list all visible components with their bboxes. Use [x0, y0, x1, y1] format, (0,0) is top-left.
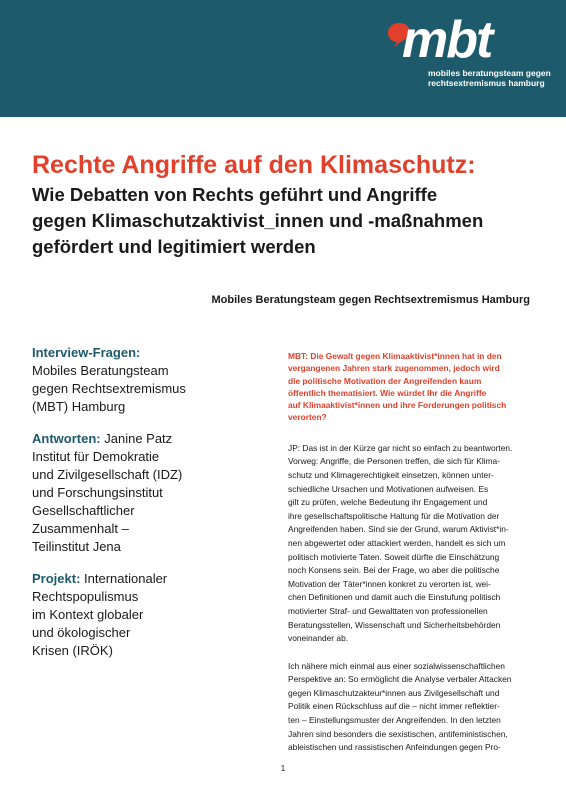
sidebar-line: Krisen (IRÖK) — [32, 643, 113, 658]
answer-line: chen Definitionen und damit auch die Einstufung politisch — [288, 592, 501, 603]
document-title: Rechte Angriffe auf den Klimaschutz: — [32, 151, 476, 179]
answer-line: ihre gesellschaftspolitische Haltung für die Motivation der — [288, 510, 500, 521]
mbt-logo — [388, 11, 551, 98]
answer-line: Vorweg: Angriffe, die Personen treffen, die sich für Klima- — [288, 456, 500, 467]
answer-line: Motivation der Täter*innen konkret zu verorten ist, wei- — [288, 578, 491, 589]
answer-line: noch Konsens sein. Bei der Frage, wo aber die politische — [288, 565, 500, 576]
sidebar-line: Mobiles Beratungsteam — [32, 363, 169, 378]
sidebar-line: und ökologischer — [32, 625, 131, 640]
answers-name: Janine Patz — [104, 431, 173, 446]
project-block — [32, 570, 232, 660]
answers-label: Antworten: — [32, 431, 101, 446]
subtitle-line: Wie Debatten von Rechts geführt und Angriffe — [32, 184, 438, 205]
answer-line: motivierter Straf- und Gewalttaten von professionellen — [288, 605, 488, 616]
sidebar-line: gegen Rechtsextremismus — [32, 381, 186, 396]
sidebar-line: (MBT) Hamburg — [32, 399, 126, 414]
sidebar-line: Institut für Demokratie — [32, 449, 160, 464]
answer-line: JP: Das ist in der Kürze gar nicht so einfach zu beantworten. — [288, 442, 513, 453]
author-line: Mobiles Beratungsteam gegen Rechtsextremismus Hamburg — [211, 294, 530, 306]
answer-line: gilt zu prüfen, welche Bedeutung ihr Engagement und — [288, 497, 488, 508]
sidebar-line: Zusammenhalt – — [32, 521, 129, 536]
question-line: MBT: Die Gewalt gegen Klimaaktivist*innen hat in den — [288, 351, 502, 361]
sidebar-line: im Kontext globaler — [32, 607, 144, 622]
question-line: auf Klimaaktivist*innen und ihre Forderungen politisch — [288, 400, 507, 411]
interview-column — [288, 350, 534, 769]
project-label: Projekt: — [32, 571, 81, 586]
answer-line: Politik einen Rückschluss auf die – nicht immer reflektier- — [288, 701, 500, 712]
answer-line: ten – Einstellungsmuster der Angreifenden. In den letzten — [288, 715, 501, 726]
answer-paragraph-2 — [288, 660, 534, 755]
interview-questions-block — [32, 344, 232, 416]
sidebar-line: Gesellschaftlicher — [32, 503, 135, 518]
answer-line: Ich nähere mich einmal aus einer sozialwissenschaftlichen — [288, 660, 505, 671]
logo-tagline-line: mobiles beratungsteam gegen — [428, 68, 551, 78]
answers-block — [32, 430, 232, 556]
document-subtitle — [32, 182, 542, 260]
interview-questions-label: Interview-Fragen: — [32, 345, 141, 360]
project-first-line — [32, 570, 232, 588]
interview-question — [288, 350, 534, 424]
subtitle-line: gegen Klimaschutzaktivist_innen und -maßnahmen — [32, 210, 484, 231]
answer-line: Perspektive an: So ermöglicht die Analyse verbaler Attacken — [288, 674, 512, 685]
sidebar-line: Teilinstitut Jena — [32, 539, 121, 554]
answer-line: politisch motivierte Taten. Soweit dürfte die Einschätzung — [288, 551, 500, 562]
sidebar-info — [32, 344, 232, 674]
sidebar-line: und Forschungsinstitut — [32, 485, 163, 500]
answer-line: schiedliche Ursachen und Motivationen aufweisen. Es — [288, 483, 489, 494]
project-name-start: Internationaler — [84, 571, 168, 586]
answers-first-line — [32, 430, 232, 448]
answer-line: schutz und Klimagerechtigkeit einsetzen, können unter- — [288, 469, 494, 480]
question-line: verorten? — [288, 412, 327, 423]
logo-wordmark: mbt — [402, 11, 492, 69]
logo-tagline-line: rechtsextremismus hamburg — [428, 78, 545, 88]
answer-paragraph-1 — [288, 442, 534, 646]
answer-line: voneinander ab. — [288, 633, 349, 644]
answer-line: Jahren sind besonders die sexistischen, antifeministischen, — [288, 728, 508, 739]
subtitle-line: gefördert und legitimiert werden — [32, 236, 316, 257]
answer-line: gegen Klimaschutzakteur*innen aus Zivilgesellschaft und — [288, 687, 500, 698]
question-line: die politische Motivation der Angreifenden kaum — [288, 375, 482, 386]
answer-line: ableistischen und rassistischen Anfeindungen gegen Pro- — [288, 742, 501, 753]
question-line: öffentlich thematisiert. Wie würdet Ihr die Angriffe — [288, 387, 487, 398]
answer-line: Beratungsstellen, Wissenschaft und Sicherheitsbehörden — [288, 619, 501, 630]
header-band — [0, 0, 566, 117]
sidebar-line: und Zivilgesellschaft (IDZ) — [32, 467, 183, 482]
answer-line: Angreifenden haben. Sind sie der Grund, warum Aktivist*in- — [288, 524, 509, 535]
sidebar-line: Rechtspopulismus — [32, 589, 139, 604]
answer-line: nen abgewertet oder attackiert werden, handelt es sich um — [288, 537, 506, 548]
page-number: 1 — [280, 764, 286, 773]
question-line: vergangenen Jahren stark zugenommen, jedoch wird — [288, 363, 500, 374]
title-block — [32, 150, 542, 260]
logo-tagline — [428, 68, 566, 88]
